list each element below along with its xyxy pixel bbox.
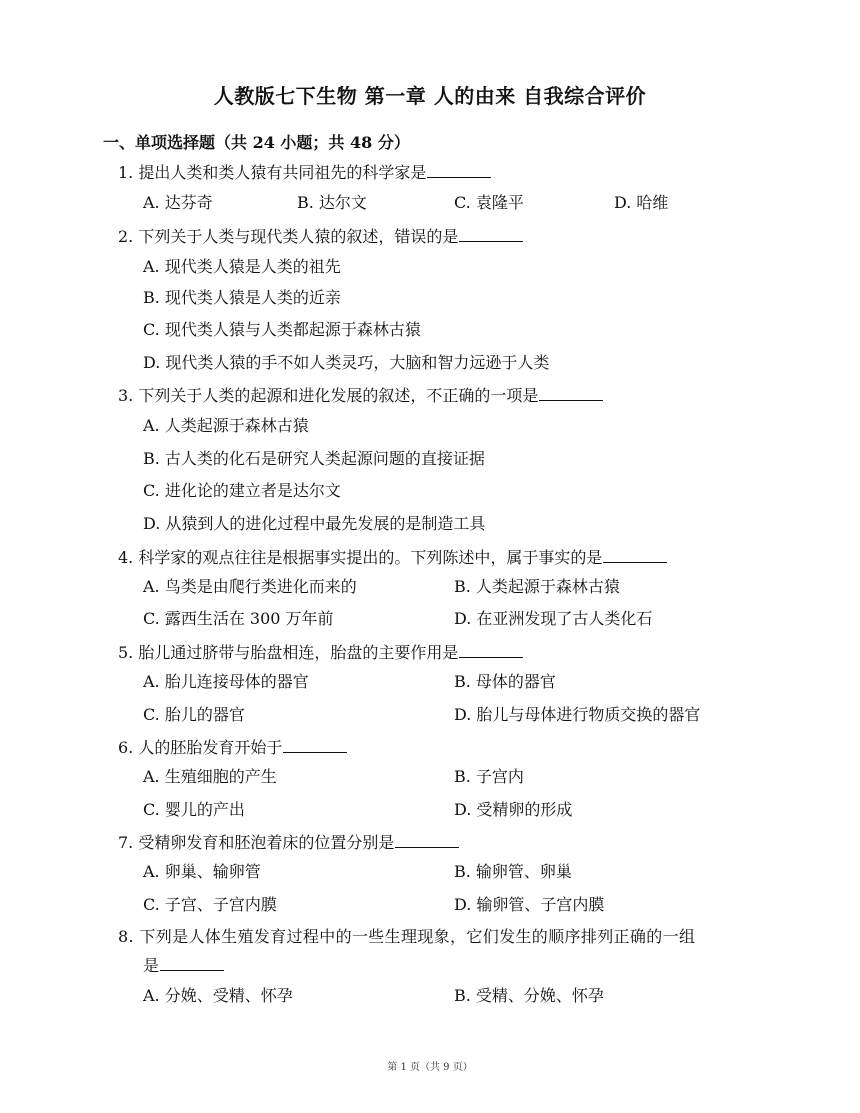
question-1-stem: 1. 提出人类和类人猿有共同祖先的科学家是 (118, 163, 491, 183)
question-1-option-b: B. 达尔文 (297, 193, 367, 212)
question-7-option-a: A. 卵巢、输卵管 (143, 862, 261, 881)
question-3-option-c: C. 进化论的建立者是达尔文 (143, 481, 341, 500)
question-4-stem: 4. 科学家的观点往往是根据事实提出的。下列陈述中，属于事实的是 (118, 548, 667, 568)
question-7-stem: 7. 受精卵发育和胚泡着床的位置分别是 (118, 833, 459, 853)
question-6-option-c: C. 婴儿的产出 (143, 800, 245, 819)
question-6-option-d: D. 受精卵的形成 (454, 800, 573, 819)
question-5-option-a: A. 胎儿连接母体的器官 (143, 672, 309, 691)
question-2-option-a: A. 现代类人猿是人类的祖先 (143, 257, 341, 276)
question-3-stem: 3. 下列关于人类的起源和进化发展的叙述，不正确的一项是 (118, 386, 603, 406)
question-8-option-a: A. 分娩、受精、怀孕 (143, 986, 293, 1005)
answer-blank (459, 227, 523, 242)
question-2-option-c: C. 现代类人猿与人类都起源于森林古猿 (143, 320, 421, 339)
answer-blank (160, 956, 224, 971)
question-7-option-c: C. 子宫、子宫内膜 (143, 895, 277, 914)
question-5-stem: 5. 胎儿通过脐带与胎盘相连，胎盘的主要作用是 (118, 643, 523, 663)
question-3-option-a: A. 人类起源于森林古猿 (143, 416, 309, 435)
page-title: 人教版七下生物 第一章 人的由来 自我综合评价 (213, 84, 647, 108)
answer-blank (603, 548, 667, 563)
question-6-stem: 6. 人的胚胎发育开始于 (118, 738, 347, 758)
question-4-option-a: A. 鸟类是由爬行类进化而来的 (143, 577, 357, 596)
question-7-option-d: D. 输卵管、子宫内膜 (454, 895, 605, 914)
answer-blank (395, 833, 459, 848)
question-3-option-b: B. 古人类的化石是研究人类起源问题的直接证据 (143, 449, 485, 468)
question-8-stem-continued: 是 (143, 956, 224, 976)
question-3-option-d: D. 从猿到人的进化过程中最先发展的是制造工具 (143, 514, 486, 533)
question-7-option-b: B. 输卵管、卵巢 (454, 862, 572, 881)
answer-blank (427, 163, 491, 178)
question-8-stem: 8. 下列是人体生殖发育过程中的一些生理现象，它们发生的顺序排列正确的一组 (118, 927, 696, 946)
question-2-stem: 2. 下列关于人类与现代类人猿的叙述，错误的是 (118, 227, 523, 247)
question-4-option-c: C. 露西生活在 300 万年前 (143, 609, 334, 628)
answer-blank (459, 643, 523, 658)
question-6-option-a: A. 生殖细胞的产生 (143, 767, 277, 786)
question-5-option-b: B. 母体的器官 (454, 672, 556, 691)
question-5-option-d: D. 胎儿与母体进行物质交换的器官 (454, 705, 701, 724)
question-2-option-d: D. 现代类人猿的手不如人类灵巧，大脑和智力远逊于人类 (143, 353, 550, 372)
question-1-option-a: A. 达芬奇 (143, 193, 213, 212)
question-8-option-b: B. 受精、分娩、怀孕 (454, 986, 604, 1005)
question-1-option-c: C. 袁隆平 (454, 193, 524, 212)
question-4-option-d: D. 在亚洲发现了古人类化石 (454, 609, 653, 628)
page-footer: 第 1 页（共 9 页） (387, 1062, 473, 1073)
question-1-option-d: D. 哈维 (614, 193, 669, 212)
section-heading: 一、单项选择题（共 24 小题；共 48 分） (103, 133, 410, 152)
answer-blank (283, 738, 347, 753)
question-5-option-c: C. 胎儿的器官 (143, 705, 245, 724)
question-4-option-b: B. 人类起源于森林古猿 (454, 577, 620, 596)
question-2-option-b: B. 现代类人猿是人类的近亲 (143, 288, 341, 307)
answer-blank (539, 386, 603, 401)
question-6-option-b: B. 子宫内 (454, 767, 524, 786)
